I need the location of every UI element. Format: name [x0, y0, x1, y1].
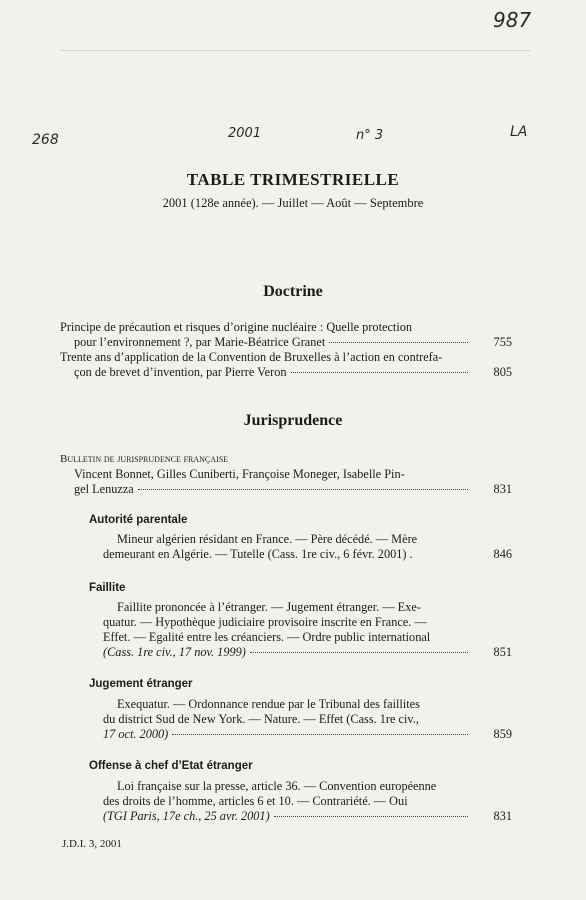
- entry-line: des droits de l’homme, articles 6 et 10. — Contrariété. — Oui: [103, 794, 408, 808]
- category-heading: Faillite: [89, 582, 126, 594]
- leader-dots: [291, 372, 468, 373]
- bulletin-entry: [60, 452, 512, 497]
- entry-line: (TGI Paris, 17e ch., 25 avr. 2001): [103, 809, 270, 823]
- entry-line: Trente ans d’application de la Convention de Bruxelles à l’action en contrefa-: [60, 350, 443, 364]
- handwritten-initials: LA: [510, 124, 528, 140]
- entry-line: Principe de précaution et risques d’origine nucléaire : Quelle protection: [60, 320, 413, 334]
- page-number: 859: [493, 727, 512, 741]
- doctrine-entry: [60, 350, 512, 380]
- jurisprudence-entry: [103, 532, 512, 562]
- entry-line: Vincent Bonnet, Gilles Cuniberti, Françoise Moneger, Isabelle Pin-: [74, 467, 405, 481]
- page-number: 755: [493, 335, 512, 349]
- page-subtitle: 2001 (128e année). — Juillet — Août — Septembre: [162, 196, 424, 210]
- entry-line: quatur. — Hypothèque judiciaire provisoire inscrite en France. —: [103, 615, 427, 629]
- entry-line: 17 oct. 2000): [103, 727, 169, 741]
- page-title: TABLE TRIMESTRIELLE: [186, 170, 400, 189]
- jurisprudence-entry: [103, 779, 512, 824]
- handwritten-year: 2001: [228, 126, 262, 141]
- entry-line: çon de brevet d’invention, par Pierre Veron: [74, 365, 287, 379]
- page-number: 831: [493, 809, 512, 823]
- entry-line: gel Lenuzza: [74, 482, 134, 496]
- bleed-through-rule: [60, 50, 530, 51]
- category-heading: Offense à chef d’Etat étranger: [89, 760, 253, 772]
- leader-dots: [138, 489, 468, 490]
- leader-dots: [274, 816, 468, 817]
- jurisprudence-entry: [103, 697, 512, 742]
- entry-line: Faillite prononcée à l’étranger. — Jugement étranger. — Exe-: [117, 600, 421, 614]
- entry-line: Loi française sur la presse, article 36. — Convention européenne: [117, 779, 437, 793]
- entry-line: Effet. — Egalité entre les créanciers. — Ordre public international: [103, 630, 431, 644]
- entry-line: Exequatur. — Ordonnance rendue par le Tribunal des faillites: [117, 697, 420, 711]
- entry-line: pour l’environnement ?, par Marie-Béatrice Granet: [74, 335, 326, 349]
- section-heading-jurisprudence: Jurisprudence: [243, 412, 343, 429]
- handwritten-number-top-right: 987: [493, 8, 532, 32]
- entry-line: demeurant en Algérie. — Tutelle (Cass. 1re civ., 6 févr. 2001) .: [103, 547, 413, 561]
- jurisprudence-entry: [103, 600, 512, 660]
- section-heading-doctrine: Doctrine: [263, 283, 323, 300]
- page-number: 805: [493, 365, 512, 379]
- category-heading: Autorité parentale: [89, 514, 188, 526]
- page-number: 851: [493, 645, 512, 659]
- leader-dots: [250, 652, 468, 653]
- footer-citation: J.D.I. 3, 2001: [62, 838, 122, 850]
- page-number: 846: [493, 547, 512, 561]
- category-heading: Jugement étranger: [89, 678, 193, 690]
- doctrine-entry: [60, 320, 512, 350]
- entry-line: Bulletin de jurisprudence française: [60, 453, 229, 465]
- leader-dots: [329, 342, 468, 343]
- leader-dots: [172, 734, 468, 735]
- handwritten-number-left: 268: [32, 132, 59, 148]
- entry-line: Mineur algérien résidant en France. — Père décédé. — Mère: [117, 532, 418, 546]
- page-number: 831: [493, 482, 512, 496]
- entry-line: (Cass. 1re civ., 17 nov. 1999): [103, 645, 246, 659]
- handwritten-issue-number: n° 3: [356, 128, 384, 143]
- entry-line: du district Sud de New York. — Nature. — Effet (Cass. 1re civ.,: [103, 712, 419, 726]
